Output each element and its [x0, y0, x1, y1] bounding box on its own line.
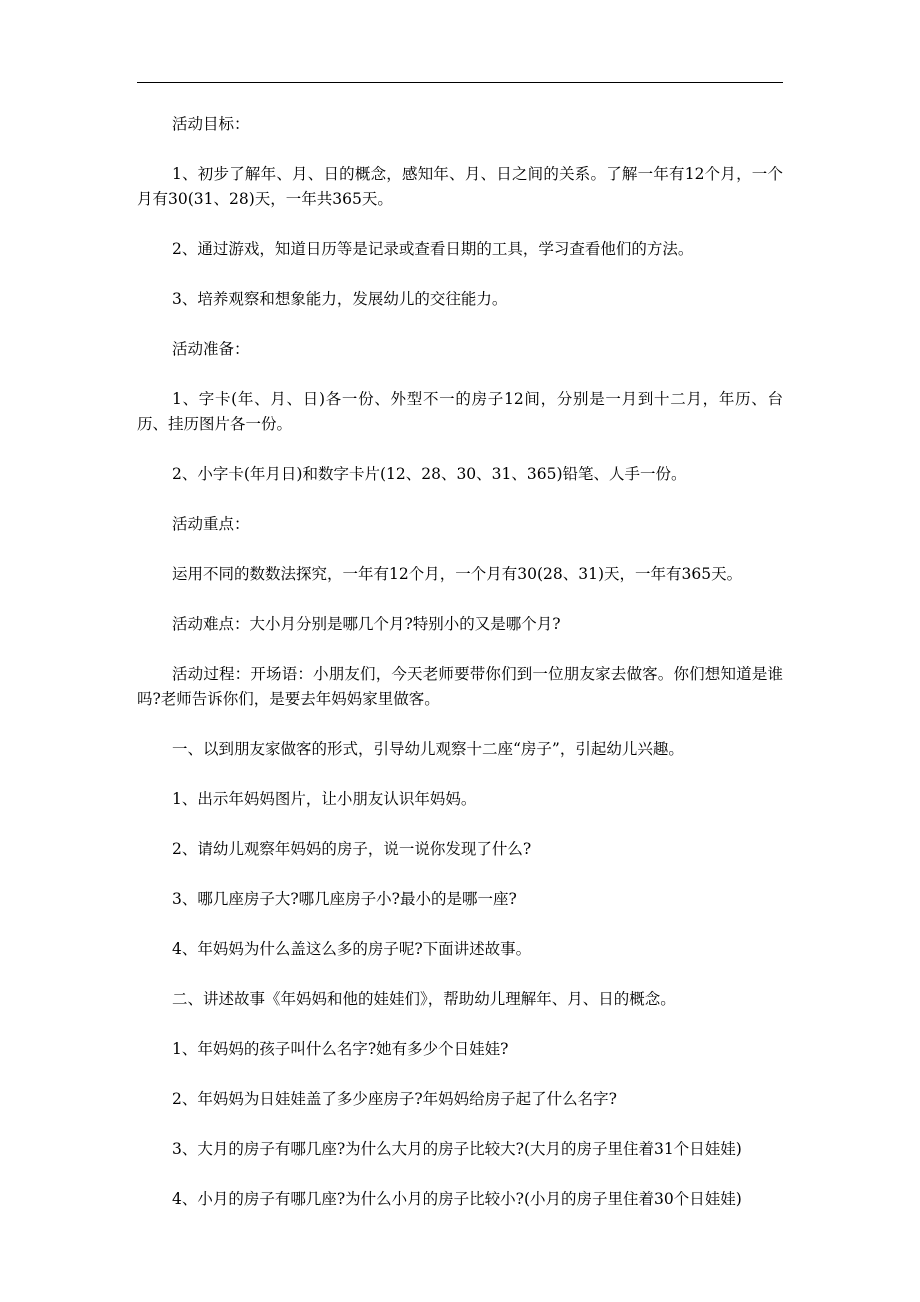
paragraph-process-intro: 活动过程：开场语：小朋友们，今天老师要带你们到一位朋友家去做客。你们想知道是谁吗?老师告诉你们，是要去年妈妈家里做客。 [137, 665, 783, 708]
paragraph-part-2-item-1: 1、年妈妈的孩子叫什么名字?她有多少个日娃娃? [172, 1040, 509, 1058]
section-heading-part-2: 二、讲述故事《年妈妈和他的娃娃们》，帮助幼儿理解年、月、日的概念。 [172, 990, 676, 1008]
paragraph-part-2-item-4: 4、小月的房子有哪几座?为什么小月的房子比较小?(小月的房子里住着30个日娃娃) [172, 1190, 742, 1208]
paragraph-part-1-item-2: 2、请幼儿观察年妈妈的房子，说一说你发现了什么? [172, 840, 532, 858]
section-heading-goals: 活动目标： [172, 115, 250, 133]
section-heading-preparation: 活动准备： [172, 340, 250, 358]
paragraph-key-points: 运用不同的数数法探究，一年有12个月，一个月有30(28、31)天，一年有365天。 [172, 565, 743, 583]
paragraph-part-1-item-1: 1、出示年妈妈图片，让小朋友认识年妈妈。 [172, 790, 477, 808]
document-body [137, 112, 783, 1237]
paragraph-goal-2: 2、通过游戏，知道日历等是记录或查看日期的工具，学习查看他们的方法。 [172, 240, 694, 258]
paragraph-preparation-2: 2、小字卡(年月日)和数字卡片(12、28、30、31、365)铅笔、人手一份。 [172, 465, 687, 483]
paragraph-part-2-item-2: 2、年妈妈为日娃娃盖了多少座房子?年妈妈给房子起了什么名字? [172, 1090, 617, 1108]
section-heading-key-points: 活动重点： [172, 515, 250, 533]
section-heading-part-1: 一、以到朋友家做客的形式，引导幼儿观察十二座“房子”，引起幼儿兴趣。 [172, 740, 684, 758]
paragraph-preparation-1: 1、字卡(年、月、日)各一份、外型不一的房子12间，分别是一月到十二月，年历、台历、挂历图片各一份。 [137, 390, 783, 433]
paragraph-goal-3: 3、培养观察和想象能力，发展幼儿的交往能力。 [172, 290, 508, 308]
paragraph-part-1-item-3: 3、哪几座房子大?哪几座房子小?最小的是哪一座? [172, 890, 517, 908]
header-rule [137, 82, 783, 83]
paragraph-goal-1: 1、初步了解年、月、日的概念，感知年、月、日之间的关系。了解一年有12个月，一个月有30(31、28)天，一年共365天。 [137, 165, 783, 208]
paragraph-difficulties: 活动难点：大小月分别是哪几个月?特别小的又是哪个月? [172, 615, 561, 633]
paragraph-part-1-item-4: 4、年妈妈为什么盖这么多的房子呢?下面讲述故事。 [172, 940, 532, 958]
paragraph-part-2-item-3: 3、大月的房子有哪几座?为什么大月的房子比较大?(大月的房子里住着31个日娃娃) [172, 1140, 742, 1158]
